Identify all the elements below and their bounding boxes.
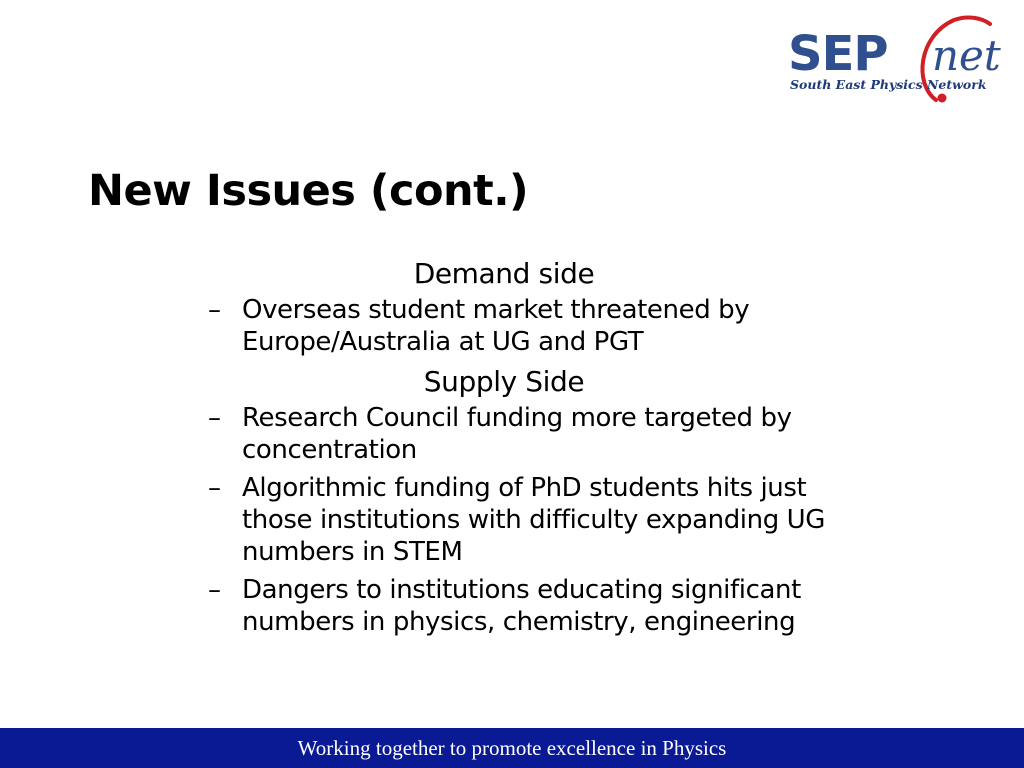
logo-net-text: net xyxy=(932,31,1001,80)
bullet-text: Overseas student market threatened by Europe/Australia at UG and PGT xyxy=(242,295,750,357)
bullet-text: Algorithmic funding of PhD students hits just those institutions with difficulty expanding UG numbers in STEM xyxy=(242,473,826,567)
bullet-text: Dangers to institutions educating significant numbers in physics, chemistry, engineering xyxy=(242,575,801,637)
footer-bar xyxy=(0,728,1024,768)
swoosh-dot xyxy=(938,94,947,103)
section-heading-demand: Demand side xyxy=(413,257,595,290)
bullet-dash: – xyxy=(208,575,221,605)
section-heading-supply: Supply Side xyxy=(423,365,585,398)
sepnet-logo-graphic xyxy=(786,14,1010,110)
bullet-dash: – xyxy=(208,295,221,325)
bullet-text: Research Council funding more targeted by concentration xyxy=(242,403,792,465)
bullet-dash: – xyxy=(208,403,221,433)
bullet-list-demand xyxy=(204,294,864,358)
list-item xyxy=(204,402,864,466)
slide-content xyxy=(204,256,864,644)
bullet-dash: – xyxy=(208,473,221,503)
logo-tagline: South East Physics Network xyxy=(790,77,987,92)
list-item xyxy=(204,472,864,568)
list-item xyxy=(204,574,864,638)
slide-title: New Issues (cont.) xyxy=(88,166,529,216)
footer-text: Working together to promote excellence in Physics xyxy=(297,735,727,760)
sepnet-logo xyxy=(786,14,1010,110)
bullet-list-supply xyxy=(204,402,864,638)
list-item xyxy=(204,294,864,358)
logo-sep-text: SEP xyxy=(788,26,888,82)
